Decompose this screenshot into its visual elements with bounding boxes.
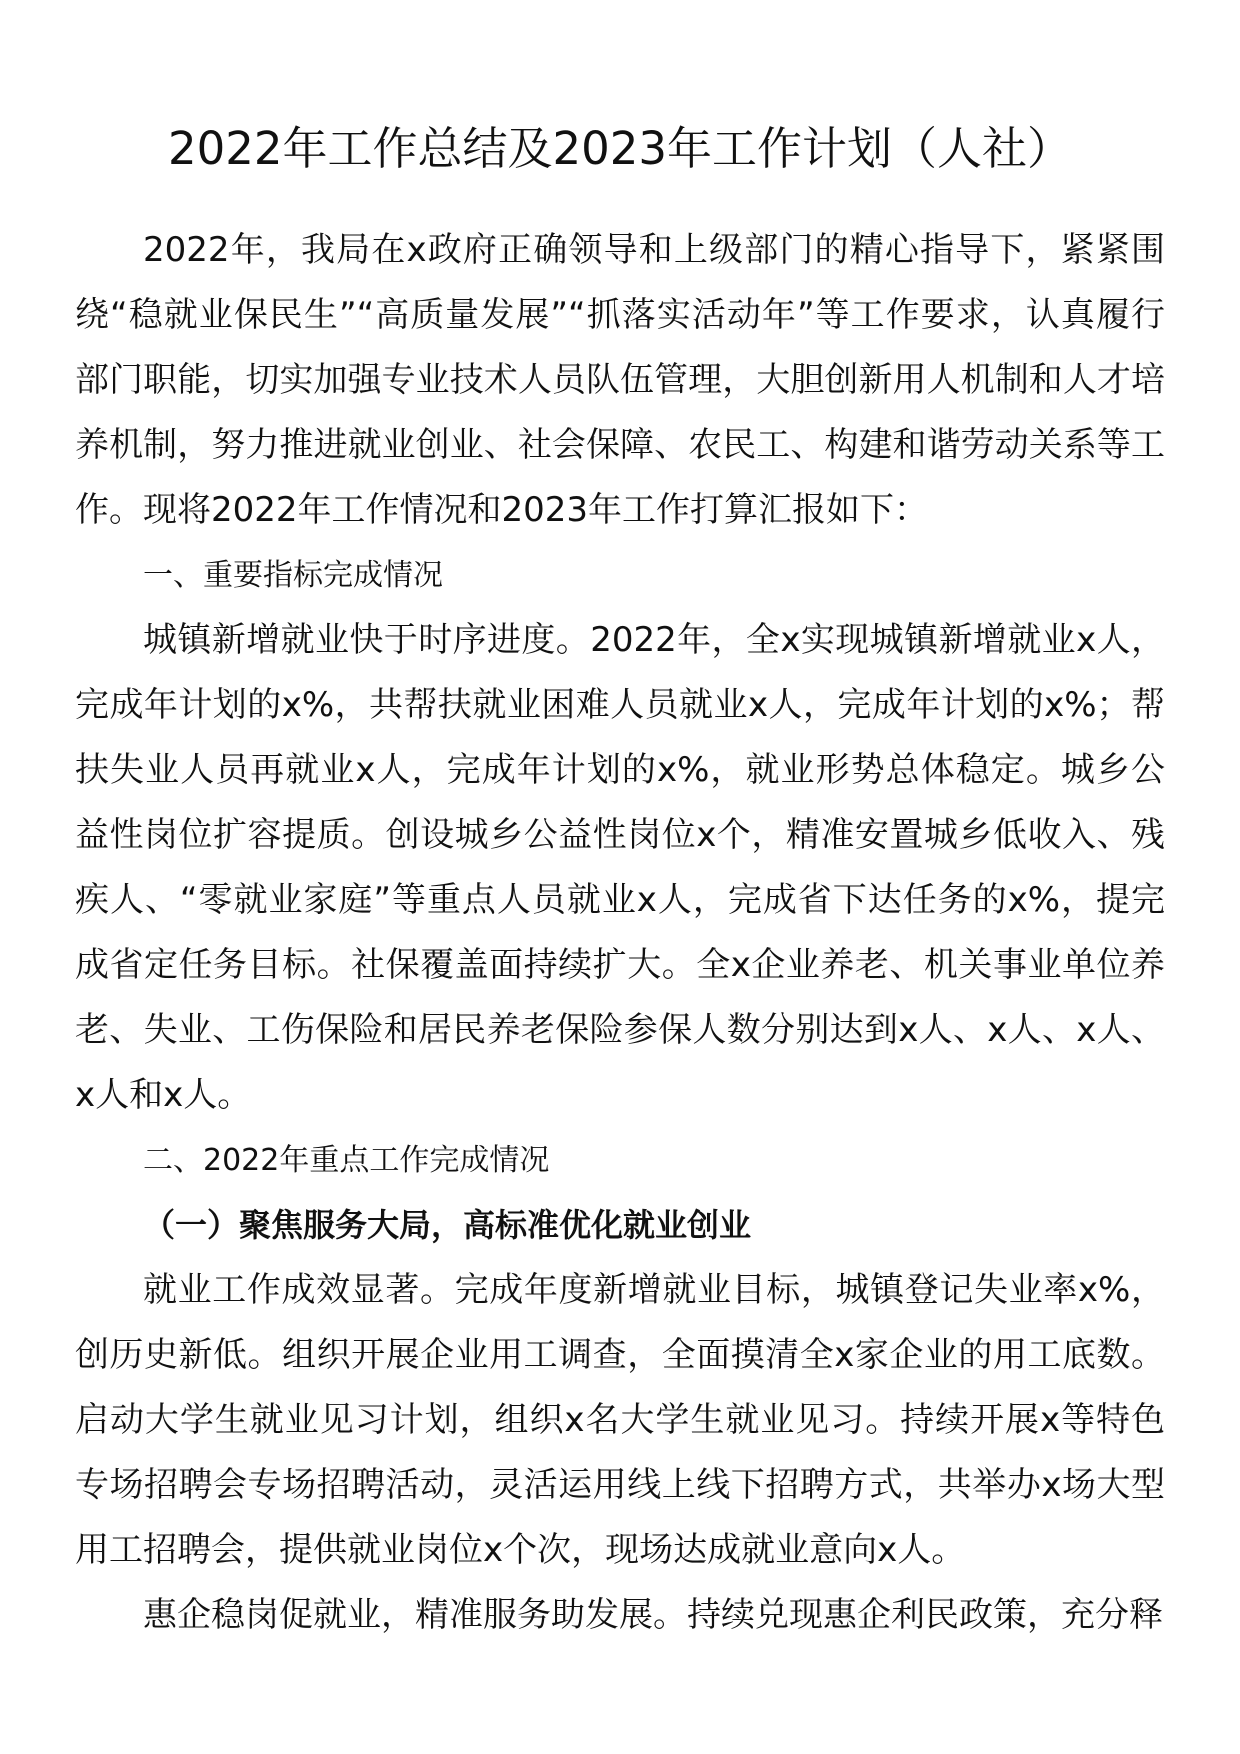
indicators-paragraph: 城镇新增就业快于时序进度。2022年，全x实现城镇新增就业x人，完成年计划的x%，共帮扶就业困难人员就业x人，完成年计划的x%；帮扶失业人员再就业x人，完成年计划的x%，就业形势总体稳定。城乡公益性岗位扩容提质。创设城乡公益性岗位x个，精准安置城乡低收入、残疾人、“零就业家庭”等重点人员就业x人，完成省下达任务的x%，提完成省定任务目标。社保覆盖面持续扩大。全x企业养老、机关事业单位养老、失业、工伤保险和居民养老保险参保人数分别达到x人、x人、x人、x人和x人。 xyxy=(75,620,1165,1115)
document-body xyxy=(75,218,1165,1648)
document-title: 2022年工作总结及2023年工作计划（人社） xyxy=(167,122,1073,175)
section-heading-2: 二、2022年重点工作完成情况 xyxy=(143,1143,550,1178)
employment-paragraph: 就业工作成效显著。完成年度新增就业目标，城镇登记失业率x%，创历史新低。组织开展企业用工调查，全面摸清全x家企业的用工底数。启动大学生就业见习计划，组织x名大学生就业见习。持续开展x等特色专场招聘会专场招聘活动，灵活运用线上线下招聘方式，共举办x场大型用工招聘会，提供就业岗位x个次，现场达成就业意向x人。 xyxy=(75,1270,1165,1570)
section-heading-1: 一、重要指标完成情况 xyxy=(143,558,443,593)
subsection-heading-1: （一）聚焦服务大局，高标准优化就业创业 xyxy=(143,1206,752,1244)
enterprise-paragraph: 惠企稳岗促就业，精准服务助发展。持续兑现惠企利民政策，充分释 xyxy=(143,1595,1163,1635)
intro-paragraph: 2022年，我局在x政府正确领导和上级部门的精心指导下，紧紧围绕“稳就业保民生”“高质量发展”“抓落实活动年”等工作要求，认真履行部门职能，切实加强专业技术人员队伍管理，大胆创新用人机制和人才培养机制，努力推进就业创业、社会保障、农民工、构建和谐劳动关系等工作。现将2022年工作情况和2023年工作打算汇报如下： xyxy=(75,230,1165,530)
